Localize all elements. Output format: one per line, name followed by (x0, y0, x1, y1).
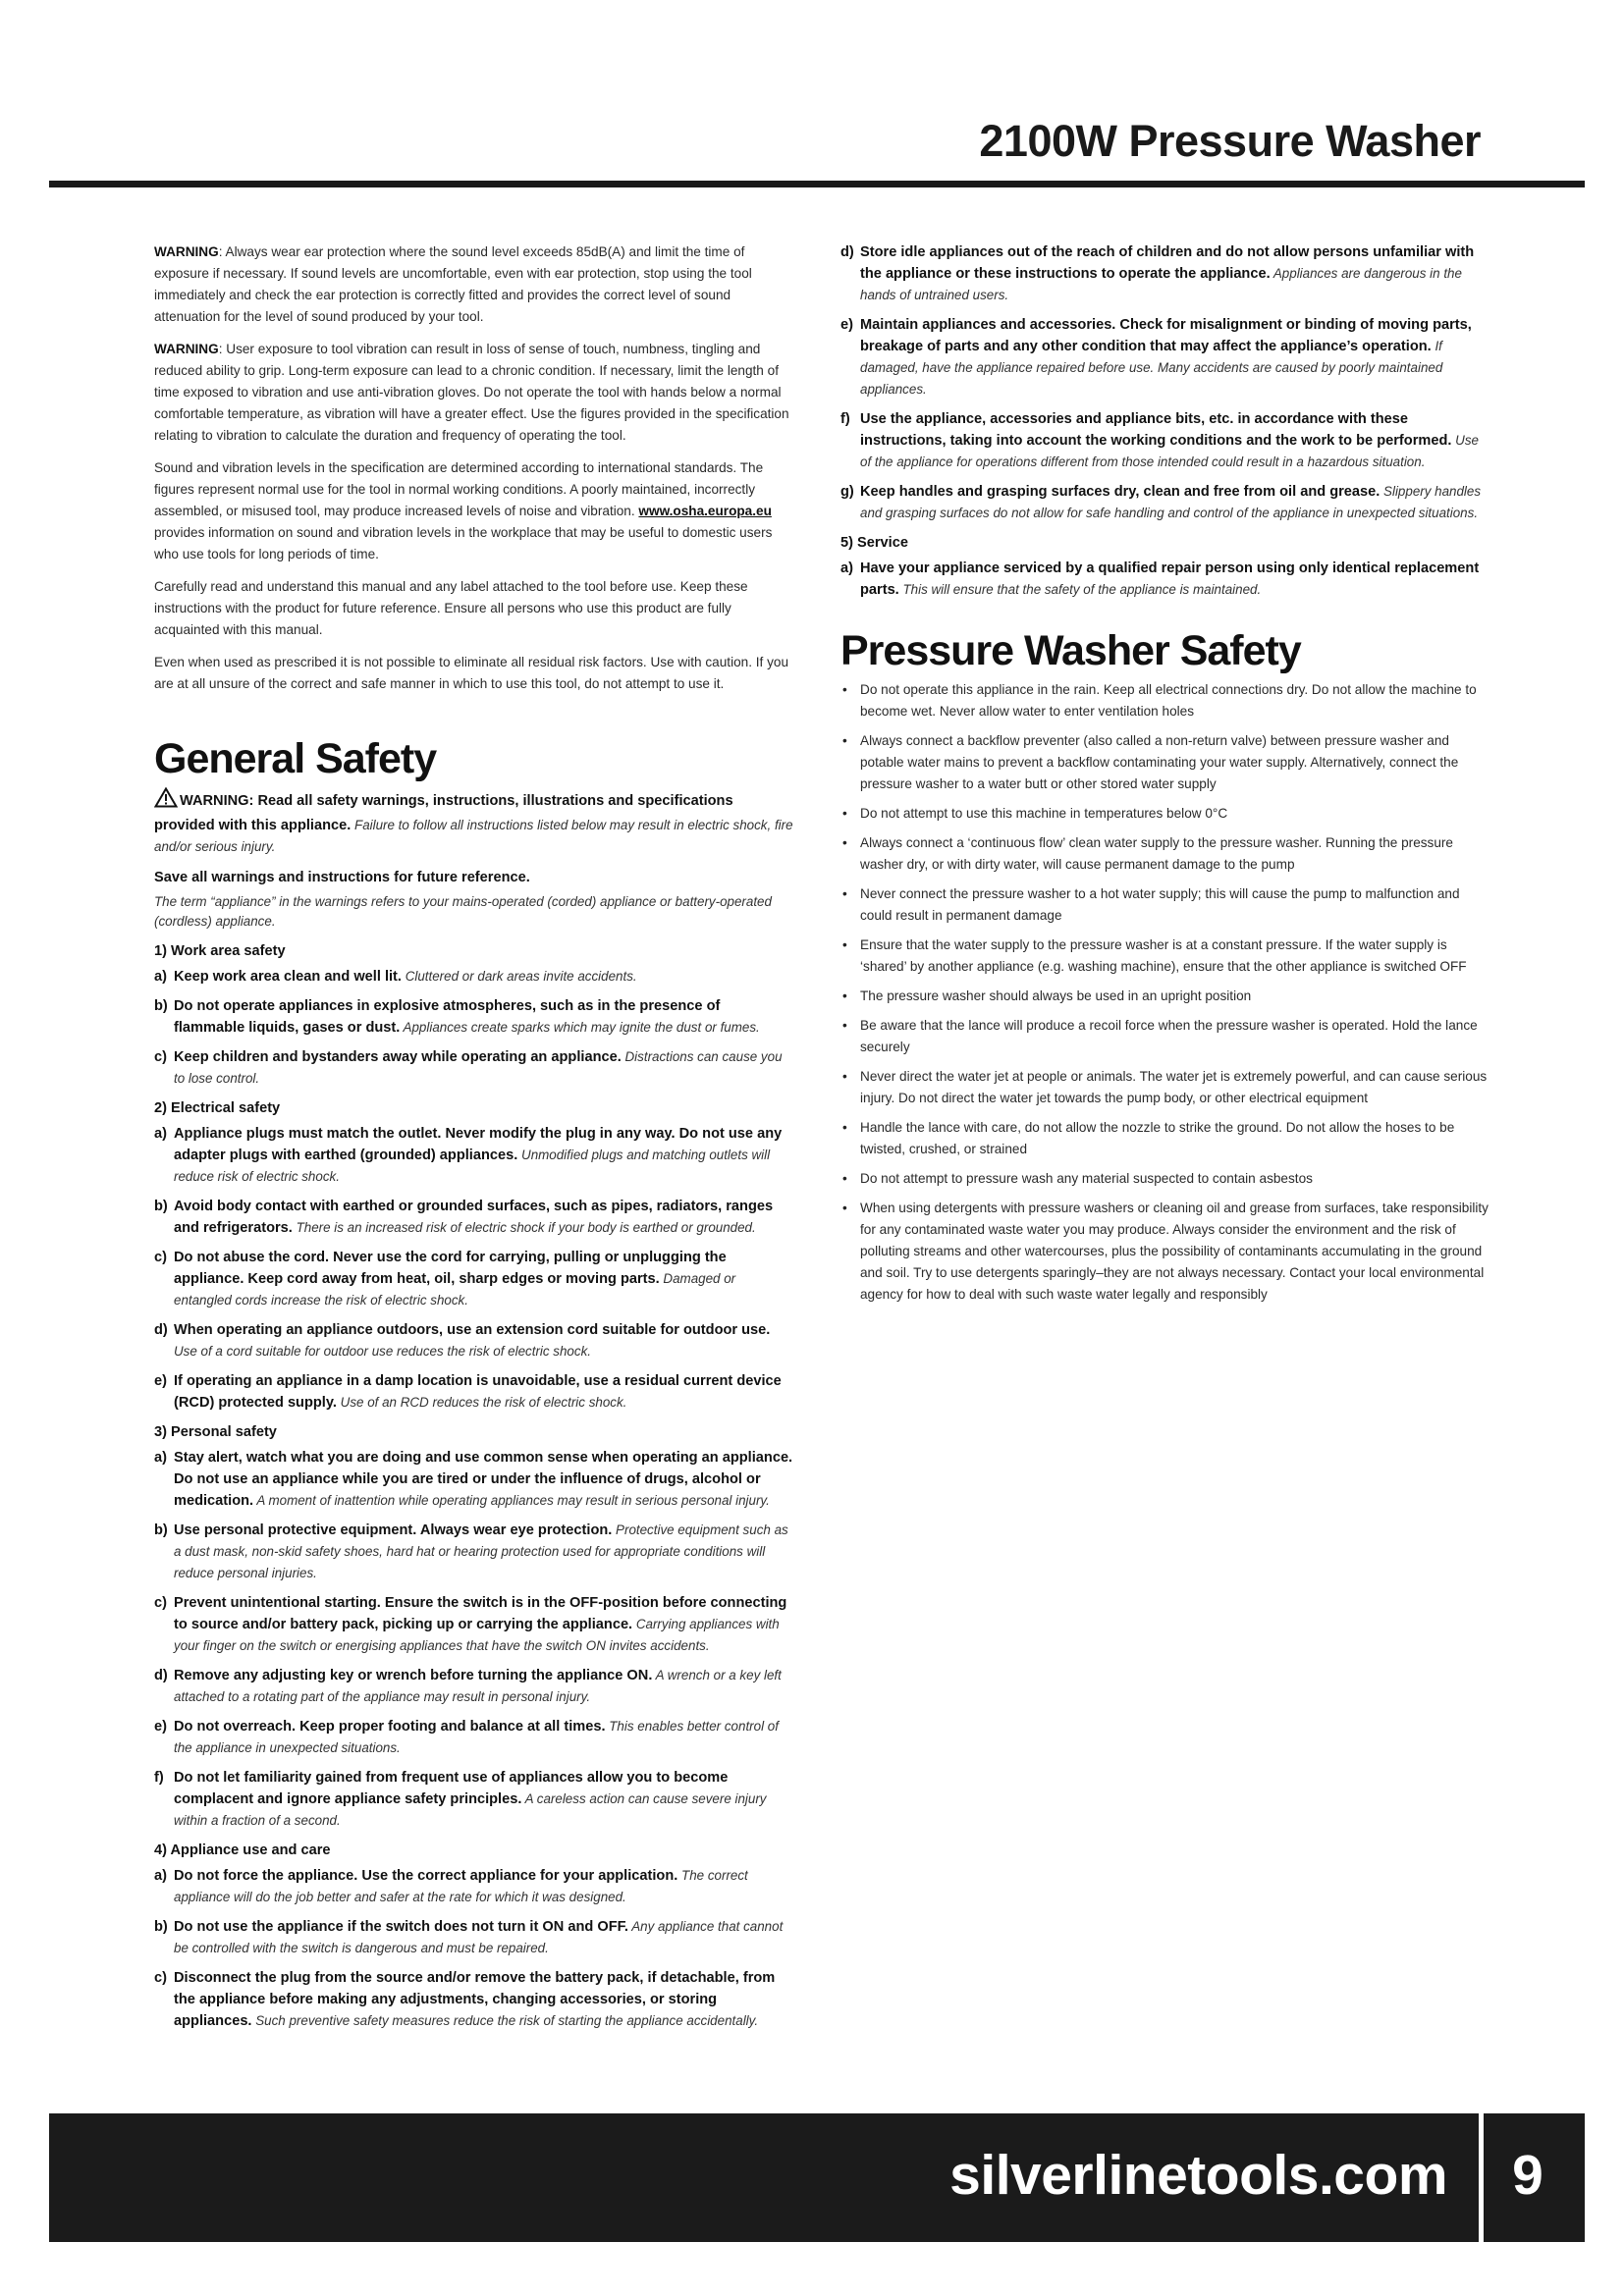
safety-bullet: • Ensure that the water supply to the pressure washer is at a constant pressure. If the water supply is ‘shared’ by another appliance (e.g. washing machine), ensure that the other appliance is switched OFF (840, 934, 1489, 978)
general-safety-heading: General Safety (154, 735, 437, 782)
warning-text: : Always wear ear protection where the sound level exceeds 85dB(A) and limit the time of exposure if necessary. If sound levels are uncomfortable, even with ear protection, stop using the tool immediately and check the ear protection is correctly fitted and provides the correct level of sound attenuation for the level of sound produced by your tool. (154, 244, 752, 324)
page-title: 2100W Pressure Washer (979, 116, 1481, 166)
website-url[interactable]: silverlinetools.com (949, 2144, 1447, 2207)
item-letter: e) (154, 1719, 167, 1735)
general-safety-warning (154, 787, 794, 858)
item-body (860, 314, 1489, 400)
list-item (154, 1865, 794, 1908)
item-letter: a) (154, 1868, 167, 1884)
item-instruction: Stay alert, watch what you are doing and use common sense when operating an appliance. Do not use an appliance while you are tired or under the influence of drugs, alcohol or medication. (174, 1450, 793, 1509)
item-body (174, 1196, 794, 1239)
item-letter: e) (840, 317, 853, 333)
item-body (860, 408, 1489, 473)
list-item (840, 314, 1489, 400)
section-heading: 2) Electrical safety (154, 1100, 281, 1116)
item-note: There is an increased risk of electric shock if your body is earthed or grounded. (292, 1220, 756, 1235)
item-instruction: Keep children and bystanders away while operating an appliance. (174, 1049, 622, 1065)
list-item (154, 995, 794, 1039)
item-letter: b) (154, 1919, 168, 1935)
item-note: Such preventive safety measures reduce the risk of starting the appliance accidentally. (251, 2013, 759, 2028)
item-letter: c) (154, 1049, 167, 1065)
warning-bold-text: WARNING: Read all safety warnings, instructions, illustrations and specifications provided with this appliance. (154, 793, 733, 833)
sound-paragraph (154, 457, 794, 565)
item-note: The correct appliance will do the job better and safer at the rate for which it was designed. (174, 1868, 748, 1904)
item-letter: a) (154, 1126, 167, 1142)
service-items (840, 558, 1489, 601)
right-column (840, 241, 1489, 1313)
item-instruction: Use the appliance, accessories and appliance bits, etc. in accordance with these instructions, taking into account the working conditions and the work to be performed. (860, 411, 1452, 449)
section-heading: 3) Personal safety (154, 1424, 277, 1440)
list-item (154, 1520, 794, 1584)
item-letter: a) (154, 969, 167, 985)
item-body (174, 1665, 794, 1708)
item-letter: e) (154, 1373, 167, 1389)
left-column (154, 241, 794, 2040)
section-heading: 1) Work area safety (154, 943, 286, 959)
safety-bullet: • Handle the lance with care, do not allow the nozzle to strike the ground. Do not allow the hoses to be twisted, crushed, or strained (840, 1117, 1489, 1160)
item-letter: b) (154, 1522, 168, 1538)
item-body (174, 1319, 794, 1362)
save-instructions: Save all warnings and instructions for future reference. (154, 870, 530, 885)
item-instruction: Disconnect the plug from the source and/or remove the battery pack, if detachable, from the appliance before making any adjustments, changing accessories, or storing appliances. (174, 1970, 776, 2029)
item-note: Unmodified plugs and matching outlets will reduce risk of electric shock. (174, 1148, 771, 1184)
safety-bullet: • Never direct the water jet at people or animals. The water jet is extremely powerful, and can cause serious injury. Do not direct the water jet towards the pump body, or other electrical equipment (840, 1066, 1489, 1109)
item-letter: d) (154, 1668, 168, 1683)
item-body (174, 995, 794, 1039)
item-note: A careless action can cause severe injury within a fraction of a second. (174, 1791, 767, 1828)
warning-triangle-icon (154, 787, 178, 815)
item-note: Appliances are dangerous in the hands of untrained users. (860, 266, 1462, 302)
item-body (174, 1716, 794, 1759)
warning-note-text: Failure to follow all instructions listed below may result in electric shock, fire and/or serious injury. (154, 818, 793, 854)
item-instruction: Maintain appliances and accessories. Check for misalignment or binding of moving parts, breakage of parts and any other condition that may affect the appliance’s operation. (860, 317, 1472, 354)
item-body (860, 481, 1489, 524)
safety-bullet: • The pressure washer should always be used in an upright position (840, 986, 1489, 1007)
list-item (154, 1196, 794, 1239)
item-letter: b) (154, 1199, 168, 1214)
item-instruction: Appliance plugs must match the outlet. Never modify the plug in any way. Do not use any adapter plugs with earthed (grounded) appliances. (174, 1126, 783, 1163)
item-instruction: Store idle appliances out of the reach of children and do not allow persons unfamiliar with the appliance or these instructions to operate the appliance. (860, 244, 1475, 282)
header-rule (49, 181, 1585, 187)
list-item (154, 1319, 794, 1362)
item-instruction: Keep handles and grasping surfaces dry, clean and free from oil and grease. (860, 484, 1380, 500)
safety-bullet: • Never connect the pressure washer to a hot water supply; this will cause the pump to malfunction and could result in permanent damage (840, 883, 1489, 927)
item-note: This will ensure that the safety of the appliance is maintained. (898, 582, 1262, 597)
sound-text: Sound and vibration levels in the specification are determined according to international standards. The figures represent normal use for the tool in normal working conditions. A poorly maintained, incorrectly assembled, or misused tool, may produce increased levels of noise and vibration. (154, 460, 764, 518)
item-body (174, 1447, 794, 1512)
item-body (174, 966, 794, 988)
item-letter: c) (154, 1595, 167, 1611)
item-note: This enables better control of the appliance in unexpected situations. (174, 1719, 779, 1755)
list-item (154, 1247, 794, 1311)
pressure-washer-safety-list (840, 679, 1489, 1306)
safety-bullet: • Do not attempt to use this machine in temperatures below 0°C (840, 803, 1489, 825)
list-item (154, 1967, 794, 2032)
ear-warning (154, 241, 794, 328)
item-instruction: Do not force the appliance. Use the correct appliance for your application. (174, 1868, 678, 1884)
safety-bullet: • Always connect a ‘continuous flow’ clean water supply to the pressure washer. Running the pressure washer dry, or with dirty water, will cause permanent damage to the pump (840, 832, 1489, 876)
list-item (154, 1592, 794, 1657)
appliance-care-continued (840, 241, 1489, 524)
item-body (174, 1520, 794, 1584)
item-body (174, 1592, 794, 1657)
item-note: Protective equipment such as a dust mask, non-skid safety shoes, hard hat or hearing protection used for appropriate conditions will reduce personal injuries. (174, 1522, 788, 1580)
list-item (154, 1447, 794, 1512)
list-item (840, 558, 1489, 601)
item-instruction: When operating an appliance outdoors, use an extension cord suitable for outdoor use. (174, 1322, 771, 1338)
vibration-warning (154, 339, 794, 447)
item-note: A wrench or a key left attached to a rotating part of the appliance may result in personal injury. (174, 1668, 782, 1704)
warning-label: WARNING (154, 244, 219, 259)
item-letter: f) (840, 411, 850, 427)
item-body (174, 1046, 794, 1090)
item-instruction: Do not use the appliance if the switch does not turn it ON and OFF. (174, 1919, 628, 1935)
item-note: Damaged or entangled cords increase the risk of electric shock. (174, 1271, 736, 1308)
list-item (154, 1716, 794, 1759)
residual-risk-paragraph: Even when used as prescribed it is not possible to eliminate all residual risk factors. Use with caution. If you are at all unsure of the correct and safe manner in which to use this tool, do not attempt to use it. (154, 655, 789, 691)
footer-divider (1479, 2113, 1484, 2242)
item-body (860, 241, 1489, 306)
item-letter: d) (840, 244, 854, 260)
page-number: 9 (1512, 2144, 1543, 2207)
item-instruction: If operating an appliance in a damp location is unavoidable, use a residual current device (RCD) protected supply. (174, 1373, 782, 1411)
list-item (154, 1767, 794, 1832)
item-letter: d) (154, 1322, 168, 1338)
item-instruction: Have your appliance serviced by a qualified repair person using only identical replacement parts. (860, 561, 1480, 598)
item-letter: g) (840, 484, 854, 500)
item-letter: b) (154, 998, 168, 1014)
item-body (174, 1123, 794, 1188)
item-note: Cluttered or dark areas invite accidents. (401, 969, 637, 984)
item-body (174, 1370, 794, 1414)
list-item (154, 966, 794, 988)
item-instruction: Remove any adjusting key or wrench before turning the appliance ON. (174, 1668, 653, 1683)
osha-link[interactable]: www.osha.europa.eu (638, 504, 772, 518)
item-note: If damaged, have the appliance repaired before use. Many accidents are caused by poorly maintained appliances. (860, 339, 1443, 397)
item-note: Distractions can cause you to lose control. (174, 1049, 783, 1086)
item-instruction: Do not let familiarity gained from frequent use of appliances allow you to become complacent and ignore appliance safety principles. (174, 1770, 729, 1807)
item-note: Use of the appliance for operations different from those intended could result in a hazardous situation. (860, 433, 1479, 469)
item-body (860, 558, 1489, 601)
item-letter: f) (154, 1770, 164, 1786)
item-note: Use of an RCD reduces the risk of electric shock. (336, 1395, 627, 1410)
item-instruction: Do not operate appliances in explosive atmospheres, such as in the presence of flammable liquids, gases or dust. (174, 998, 721, 1036)
appliance-term-note: The term “appliance” in the warnings refers to your mains-operated (corded) appliance or battery-operated (cordless) appliance. (154, 894, 772, 929)
item-body (174, 1247, 794, 1311)
item-body (174, 1967, 794, 2032)
item-note: Any appliance that cannot be controlled with the switch is dangerous and must be repaired. (174, 1919, 784, 1955)
item-instruction: Avoid body contact with earthed or grounded surfaces, such as pipes, radiators, ranges and refrigerators. (174, 1199, 774, 1236)
list-item (840, 408, 1489, 473)
item-letter: a) (154, 1450, 167, 1466)
item-instruction: Use personal protective equipment. Always wear eye protection. (174, 1522, 613, 1538)
item-instruction: Do not overreach. Keep proper footing and balance at all times. (174, 1719, 606, 1735)
item-note: A moment of inattention while operating appliances may result in serious personal injury. (253, 1493, 770, 1508)
safety-sections (154, 940, 794, 2032)
warning-text: : User exposure to tool vibration can result in loss of sense of touch, numbness, tingling and reduced ability to grip. Long-term exposure can lead to a chronic condition. If necessary, limit the length of time exposed to vibration and use anti-vibration gloves. Do not operate the tool with hands below a normal comfortable temperature, as vibration will have a greater effect. Use the figures provided in the specification relating to vibration to calculate the duration and frequency of operating the tool. (154, 342, 789, 443)
item-body (174, 1916, 794, 1959)
list-item (840, 241, 1489, 306)
safety-bullet: • Do not operate this appliance in the rain. Keep all electrical connections dry. Do not allow the machine to become wet. Never allow water to enter ventilation holes (840, 679, 1489, 722)
item-note: Use of a cord suitable for outdoor use reduces the risk of electric shock. (174, 1344, 591, 1359)
list-item (154, 1123, 794, 1188)
item-body (174, 1767, 794, 1832)
item-note: Appliances create sparks which may ignite the dust or fumes. (400, 1020, 760, 1035)
safety-bullet: • Do not attempt to pressure wash any material suspected to contain asbestos (840, 1168, 1489, 1190)
item-letter: a) (840, 561, 853, 576)
list-item (154, 1665, 794, 1708)
warning-label: WARNING (154, 342, 219, 356)
item-instruction: Do not abuse the cord. Never use the cord for carrying, pulling or unplugging the appliance. Keep cord away from heat, oil, sharp edges or moving parts. (174, 1250, 727, 1287)
service-heading: 5) Service (840, 535, 908, 551)
section-heading: 4) Appliance use and care (154, 1842, 331, 1858)
safety-bullet: • When using detergents with pressure washers or cleaning oil and grease from surfaces, take responsibility for any contaminated waste water you may produce. Always consider the environment and the risk of polluting streams and other watercourses, plus the possibility of contaminants accumulating in the ground and soil. Try to use detergents sparingly–they are not always necessary. Contact your local environmental agency for how to deal with such waste water legally and responsibly (840, 1198, 1489, 1306)
list-item (840, 481, 1489, 524)
item-instruction: Prevent unintentional starting. Ensure the switch is in the OFF-position before connecting to source and/or battery pack, picking up or carrying the appliance. (174, 1595, 787, 1632)
list-item (154, 1916, 794, 1959)
item-note: Slippery handles and grasping surfaces do not allow for safe handling and control of the appliance in unexpected situations. (860, 484, 1482, 520)
item-letter: c) (154, 1250, 167, 1265)
footer-bar (49, 2113, 1585, 2242)
item-body (174, 1865, 794, 1908)
safety-bullet: • Be aware that the lance will produce a recoil force when the pressure washer is operated. Hold the lance securely (840, 1015, 1489, 1058)
safety-bullet: • Always connect a backflow preventer (also called a non-return valve) between pressure washer and potable water mains to prevent a backflow contaminating your water supply. Alternatively, connect the pressure washer to a water butt or other stored water supply (840, 730, 1489, 795)
list-item (154, 1370, 794, 1414)
read-manual-paragraph: Carefully read and understand this manual and any label attached to the tool before use. Keep these instructions with the product for future reference. Ensure all persons who use this product are fully acquainted with this manual. (154, 579, 748, 637)
osha-text: provides information on sound and vibration levels in the workplace that may be useful to domestic users who use tools for long periods of time. (154, 525, 773, 561)
item-instruction: Keep work area clean and well lit. (174, 969, 402, 985)
pressure-washer-safety-heading: Pressure Washer Safety (840, 627, 1301, 674)
list-item (154, 1046, 794, 1090)
item-note: Carrying appliances with your finger on the switch or energising appliances that have the switch ON invites accidents. (174, 1617, 780, 1653)
item-letter: c) (154, 1970, 167, 1986)
